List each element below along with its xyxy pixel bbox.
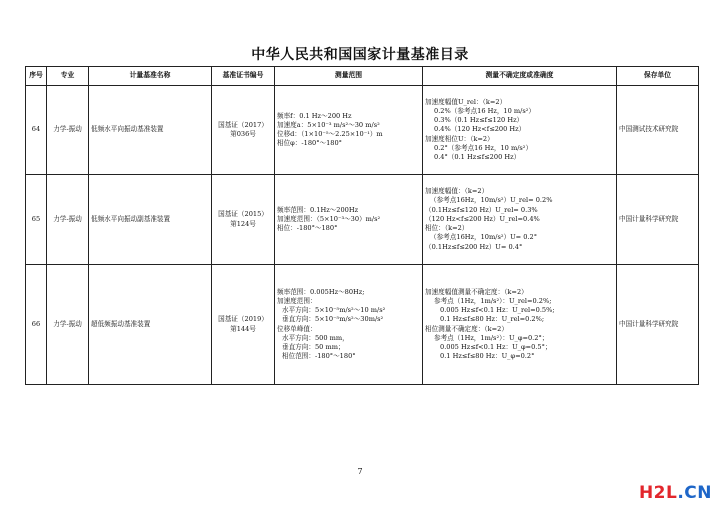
range-line: 垂直方向：50 mm； — [282, 342, 345, 351]
table-row — [26, 265, 699, 385]
uncertainty-line: 加速度幅值U_rel：（k=2） — [425, 97, 507, 106]
row-uncertainty — [423, 86, 617, 175]
watermark-text-main: H2L — [638, 483, 678, 503]
row-range — [275, 175, 423, 265]
range-line: 位移d：（1×10⁻⁵～2.25×10⁻¹）m — [277, 130, 383, 138]
row-no: 66 — [26, 265, 47, 385]
range-line: 频率范围：0.1Hz～200Hz — [277, 205, 359, 214]
row-category: 力学-振动 — [47, 265, 89, 385]
uncertainty-line: 加速度相位U：（k=2） — [425, 134, 494, 143]
row-no: 65 — [26, 175, 47, 265]
col-header-uncertainty: 测量不确定度或准确度 — [423, 67, 617, 86]
range-line: 加速度a：5×10⁻³ m/s²～30 m/s² — [277, 120, 380, 129]
cert-line: 第036号 — [230, 130, 256, 138]
uncertainty-line: 0.2%（参考点16 Hz，10 m/s²） — [434, 106, 536, 115]
watermark-text-suffix: .CN — [677, 483, 712, 503]
row-unit: 中国测试技术研究院 — [617, 86, 699, 175]
range-line: 频率f：0.1 Hz～200 Hz — [277, 111, 352, 120]
cert-line: 国基证（2017） — [218, 120, 268, 129]
row-cert — [212, 86, 275, 175]
uncertainty-line: 0.4%（120 Hz<f≤200 Hz） — [434, 125, 526, 134]
range-line: 垂直方向：5×10⁻⁵m/s²～30m/s² — [282, 315, 384, 324]
col-header-cert: 基准证书编号 — [212, 67, 275, 86]
row-cert — [212, 265, 275, 385]
range-line: 相位：-180°～180° — [277, 224, 338, 233]
row-name: 低频水平向振动基准装置 — [89, 86, 212, 175]
row-range — [275, 265, 423, 385]
uncertainty-line: 0.3%（0.1 Hz≤f≤120 Hz） — [434, 116, 524, 125]
uncertainty-line: 相位测量不确定度：（k=2） — [425, 324, 508, 333]
row-cert — [212, 175, 275, 265]
col-header-unit: 保存单位 — [617, 67, 699, 86]
uncertainty-line: 参考点（1Hz，1m/s²）：U_φ=0.2°； — [434, 333, 549, 342]
range-line: 水平方向：5×10⁻⁵m/s²～10 m/s² — [282, 306, 386, 315]
table-row — [26, 86, 699, 175]
uncertainty-line: （参考点16Hz，10m/s²）U= 0.2° — [430, 233, 538, 242]
uncertainty-line: （0.1Hz≤f≤200 Hz）U= 0.4° — [425, 242, 523, 251]
uncertainty-line: 0.2°（参考点16 Hz，10 m/s²） — [434, 143, 533, 152]
range-line: 相位范围：-180°～180° — [282, 352, 356, 361]
cert-line: 第124号 — [230, 219, 256, 228]
uncertainty-line: 0.4°（0.1 Hz≤f≤200 Hz） — [434, 153, 521, 161]
cert-line: 国基证（2019） — [218, 315, 268, 324]
uncertainty-line: （0.1Hz≤f≤120 Hz）U_rel= 0.3% — [425, 205, 538, 214]
catalog-table — [25, 66, 699, 385]
page-title: 中华人民共和国国家计量基准目录 — [251, 47, 469, 63]
row-category: 力学-振动 — [47, 175, 89, 265]
range-line: 相位φ：-180°～180° — [277, 139, 342, 148]
col-header-category: 专业 — [47, 67, 89, 86]
col-header-name: 计量基准名称 — [89, 67, 212, 86]
row-unit: 中国计量科学研究院 — [617, 265, 699, 385]
cert-line: 第144号 — [230, 324, 256, 333]
row-name: 超低频振动基准装置 — [89, 265, 212, 385]
row-uncertainty — [423, 265, 617, 385]
row-uncertainty — [423, 175, 617, 265]
uncertainty-line: 参考点（1Hz，1m/s²）：U_rel=0.2%; — [434, 296, 552, 305]
range-line: 加速度范围： — [277, 296, 317, 305]
range-line: 位移单峰值： — [277, 324, 317, 333]
row-name: 低频水平向振动副基准装置 — [89, 175, 212, 265]
row-no: 64 — [26, 86, 47, 175]
uncertainty-line: 加速度幅值测量不确定度：（k=2） — [425, 287, 528, 296]
uncertainty-line: （参考点16Hz，10m/s²）U_rel= 0.2% — [430, 196, 553, 205]
row-category: 力学-振动 — [47, 86, 89, 175]
range-line: 频率范围：0.005Hz～80Hz; — [277, 287, 365, 296]
uncertainty-line: 0.1 Hz≤f≤80 Hz：U_rel=0.2%; — [440, 315, 545, 324]
range-line: 加速度范围：（5×10⁻³～30）m/s² — [277, 214, 381, 223]
uncertainty-line: 0.005 Hz≤f<0.1 Hz：U_φ=0.5°； — [440, 342, 552, 351]
cert-line: 国基证（2015） — [218, 210, 268, 219]
uncertainty-line: 加速度幅值：（k=2） — [425, 187, 489, 196]
col-header-range: 测量范围 — [275, 67, 423, 86]
uncertainty-line: 0.1 Hz≤f≤80 Hz：U_φ=0.2° — [440, 352, 535, 361]
row-unit: 中国计量科学研究院 — [617, 175, 699, 265]
range-line: 水平方向：500 mm， — [282, 333, 349, 342]
table-header-row — [26, 67, 699, 86]
col-header-no: 序号 — [26, 67, 47, 86]
watermark-logo — [639, 483, 712, 503]
row-range — [275, 86, 423, 175]
uncertainty-line: 0.005 Hz≤f<0.1 Hz：U_rel=0.5%; — [440, 306, 555, 315]
uncertainty-line: 相位：（k=2） — [425, 224, 469, 233]
table-row — [26, 175, 699, 265]
page-number: 7 — [357, 467, 363, 476]
uncertainty-line: （120 Hz<f≤200 Hz）U_rel=0.4% — [425, 214, 540, 223]
